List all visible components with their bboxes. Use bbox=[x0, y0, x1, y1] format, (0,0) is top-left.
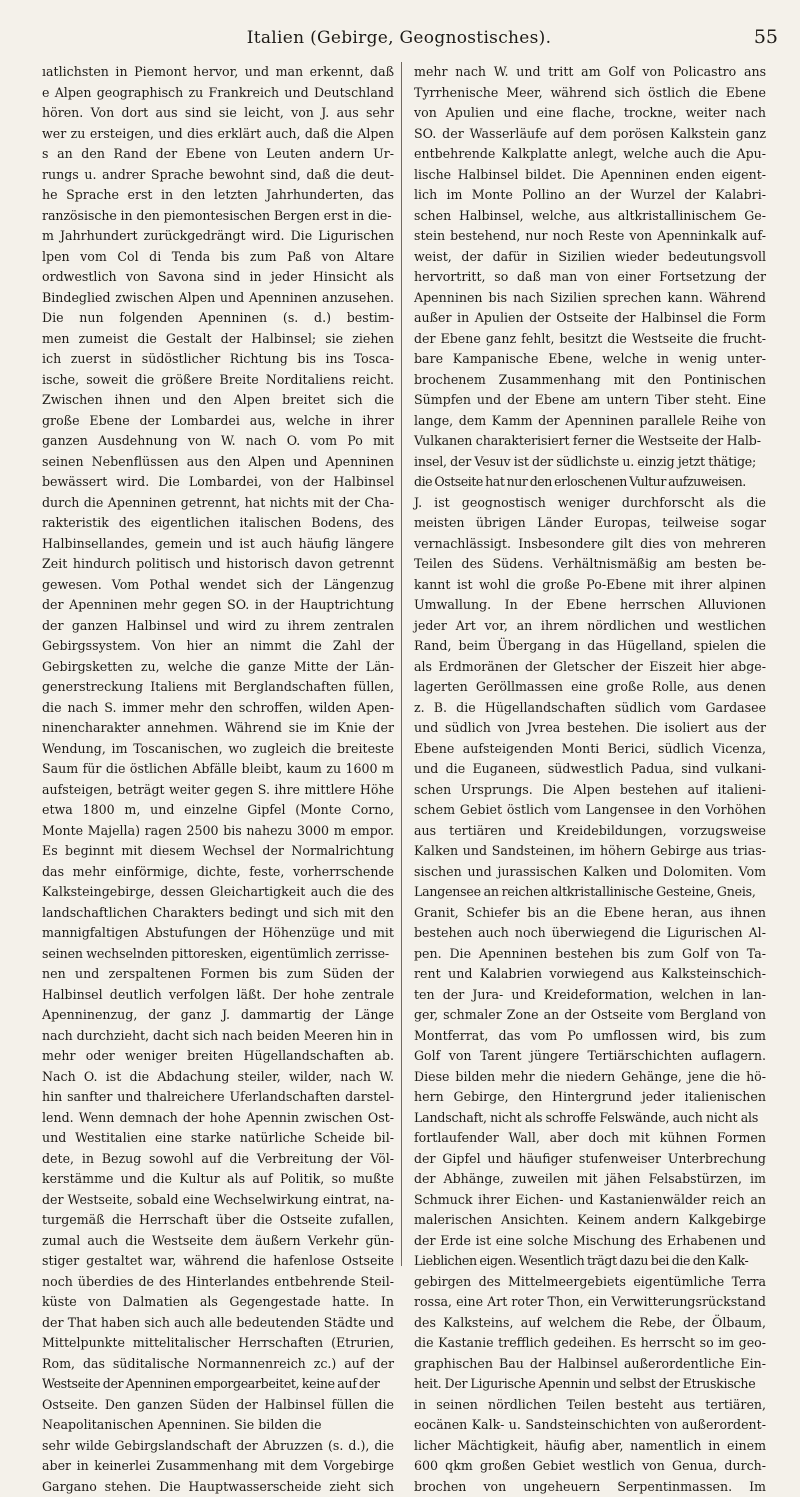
text-line: Zwischen ihnen und den Alpen breitet sich die bbox=[42, 390, 394, 411]
text-line: malerischen Ansichten. Keinem andern Kalkgebirge bbox=[414, 1210, 766, 1231]
text-line: noch überdies de des Hinterlandes entbehrende Steil- bbox=[42, 1272, 394, 1293]
text-line: insel, der Vesuv ist der südlichste u. einzig jetzt thätige; bbox=[414, 452, 766, 473]
text-line: Montferrat, das vom Po umflossen wird, bis zum bbox=[414, 1026, 766, 1047]
text-line: he Sprache erst in den letzten Jahrhunderten, das bbox=[42, 185, 394, 206]
text-line: heit. Der Ligurische Apennin und selbst der Etruskische bbox=[414, 1374, 766, 1395]
text-line: entbehrende Kalkplatte anlegt, welche auch die Apu- bbox=[414, 144, 766, 165]
text-line: aufsteigen, beträgt weiter gegen S. ihre mittlere Höhe bbox=[42, 780, 394, 801]
text-line: der Gipfel und häufiger stufenweiser Unterbrechung bbox=[414, 1149, 766, 1170]
text-line: s an den Rand der Ebene von Leuten andern Ur- bbox=[42, 144, 394, 165]
text-line: Die nun folgenden Apenninen (s. d.) bestim- bbox=[42, 308, 394, 329]
text-line: hin sanfter und thalreichere Uferlandschaften darstel- bbox=[42, 1087, 394, 1108]
text-line: die Kastanie trefflich gedeihen. Es herrscht so im geo- bbox=[414, 1333, 766, 1354]
text-line: in seinen nördlichen Teilen besteht aus tertiären, bbox=[414, 1395, 766, 1416]
text-line: mehr nach W. und tritt am Golf von Policastro ans bbox=[414, 62, 766, 83]
text-line: brochenem Zusammenhang mit den Pontinischen bbox=[414, 370, 766, 391]
text-line: Granit, Schiefer bis an die Ebene heran, aus ihnen bbox=[414, 903, 766, 924]
text-line: Es beginnt mit diesem Wechsel der Normalrichtung bbox=[42, 841, 394, 862]
text-line: Rom, das süditalische Normannenreich zc.) auf der bbox=[42, 1354, 394, 1375]
text-line: graphischen Bau der Halbinsel außerordentliche Ein- bbox=[414, 1354, 766, 1375]
text-line: bewässert wird. Die Lombardei, von der Halbinsel bbox=[42, 472, 394, 493]
text-line: ger, schmaler Zone an der Ostseite vom Bergland von bbox=[414, 1005, 766, 1026]
text-line: und die Euganeen, südwestlich Padua, sind vulkani- bbox=[414, 759, 766, 780]
text-line: pen. Die Apenninen bestehen bis zum Golf von Ta- bbox=[414, 944, 766, 965]
text-line: rent und Kalabrien vorwiegend aus Kalksteinschich- bbox=[414, 964, 766, 985]
text-line: Halbinsellandes, gemein und ist auch häufig längere bbox=[42, 534, 394, 555]
text-line: Nach O. ist die Abdachung steiler, wilder, nach W. bbox=[42, 1067, 394, 1088]
text-line: aber in keinerlei Zusammenhang mit dem Vorgebirge bbox=[42, 1456, 394, 1477]
text-line: Neapolitanischen Apenninen. Sie bilden die bbox=[42, 1415, 394, 1436]
running-title: Italien (Gebirge, Geognostisches). bbox=[20, 28, 778, 48]
text-line: Kalken und Sandsteinen, im höhern Gebirge aus trias- bbox=[414, 841, 766, 862]
text-line: nen und zerspaltenen Formen bis zum Süden der bbox=[42, 964, 394, 985]
text-line: als Erdmoränen der Gletscher der Eiszeit hier abge- bbox=[414, 657, 766, 678]
text-line: gewesen. Vom Pothal wendet sich der Längenzug bbox=[42, 575, 394, 596]
text-line: ranzösische in den piemontesischen Bergen erst in die- bbox=[42, 206, 394, 227]
text-line: lagerten Geröllmassen eine große Rolle, aus denen bbox=[414, 677, 766, 698]
text-line: durch die Apenninen getrennt, hat nichts mit der Cha- bbox=[42, 493, 394, 514]
text-line: brochen von ungeheuern Serpentinmassen. Im bbox=[414, 1477, 766, 1497]
text-line: schem Gebiet östlich vom Langensee in den Vorhöhen bbox=[414, 800, 766, 821]
text-line: aus tertiären und Kreidebildungen, vorzugsweise bbox=[414, 821, 766, 842]
text-line: Vulkanen charakterisiert ferner die Westseite der Halb- bbox=[414, 431, 766, 452]
text-line: Saum für die östlichen Abfälle bleibt, kaum zu 1600 m bbox=[42, 759, 394, 780]
text-line: e Alpen geographisch zu Frankreich und Deutschland bbox=[42, 83, 394, 104]
text-line: J. ist geognostisch weniger durchforscht als die bbox=[414, 493, 766, 514]
text-line: turgemäß die Herrschaft über die Ostseite zufallen, bbox=[42, 1210, 394, 1231]
text-line: der Erde ist eine solche Mischung des Erhabenen und bbox=[414, 1231, 766, 1252]
text-line: sischen und jurassischen Kalken und Dolomiten. Vom bbox=[414, 862, 766, 883]
text-line: 600 qkm großen Gebiet westlich von Genua, durch- bbox=[414, 1456, 766, 1477]
text-line: Diese bilden mehr die niedern Gehänge, jene die hö- bbox=[414, 1067, 766, 1088]
text-line: Ebene aufsteigenden Monti Berici, südlich Vicenza, bbox=[414, 739, 766, 760]
text-line: Langensee an reichen altkristallinische Gesteine, Gneis, bbox=[414, 882, 766, 903]
text-line: mehr oder weniger breiten Hügellandschaften ab. bbox=[42, 1046, 394, 1067]
text-line: stiger gestaltet war, während die hafenlose Ostseite bbox=[42, 1251, 394, 1272]
text-line: Ostseite. Den ganzen Süden der Halbinsel füllen die bbox=[42, 1395, 394, 1416]
text-line: gebirgen des Mittelmeergebiets eigentümliche Terra bbox=[414, 1272, 766, 1293]
text-line: weist, der dafür in Sizilien wieder bedeutungsvoll bbox=[414, 247, 766, 268]
text-line: mannigfaltigen Abstufungen der Höhenzüge und mit bbox=[42, 923, 394, 944]
text-line: der Abhänge, zuweilen mit jähen Felsabstürzen, im bbox=[414, 1169, 766, 1190]
text-line: vernachlässigt. Insbesondere gilt dies von mehreren bbox=[414, 534, 766, 555]
text-line: jeder Art vor, an ihrem nördlichen und westlichen bbox=[414, 616, 766, 637]
text-line: Landschaft, nicht als schroffe Felswände, auch nicht als bbox=[414, 1108, 766, 1129]
text-line: lich im Monte Pollino an der Wurzel der Kalabri- bbox=[414, 185, 766, 206]
page-header bbox=[20, 14, 778, 62]
text-line: der Ebene ganz fehlt, besitzt die Westseite die frucht- bbox=[414, 329, 766, 350]
text-line: lische Halbinsel bildet. Die Apenninen enden eigent- bbox=[414, 165, 766, 186]
text-line: lange, dem Kamm der Apenninen parallele Reihe von bbox=[414, 411, 766, 432]
text-line: und südlich von Jvrea bestehen. Die isoliert aus der bbox=[414, 718, 766, 739]
text-line: ordwestlich von Savona sind in jeder Hinsicht als bbox=[42, 267, 394, 288]
text-line: Monte Majella) ragen 2500 bis nahezu 3000 m empor. bbox=[42, 821, 394, 842]
text-line: die Ostseite hat nur den erloschenen Vultur aufzuweisen. bbox=[414, 472, 766, 493]
text-line: nach durchzieht, dacht sich nach beiden Meeren hin in bbox=[42, 1026, 394, 1047]
right-column bbox=[414, 62, 766, 1266]
text-line: Gargano stehen. Die Hauptwasserscheide zieht sich bbox=[42, 1477, 394, 1497]
text-line: der Westseite, sobald eine Wechselwirkung eintrat, na- bbox=[42, 1190, 394, 1211]
text-line: Lieblichen eigen. Wesentlich trägt dazu bei die den Kalk- bbox=[414, 1251, 766, 1272]
text-line: Umwallung. In der Ebene herrschen Alluvionen bbox=[414, 595, 766, 616]
text-line: generstreckung Italiens mit Berglandschaften füllen, bbox=[42, 677, 394, 698]
text-line: Tyrrhenische Meer, während sich östlich die Ebene bbox=[414, 83, 766, 104]
text-line: ten der Jura- und Kreideformation, welchen in lan- bbox=[414, 985, 766, 1006]
text-line: Golf von Tarent jüngere Tertiärschichten auflagern. bbox=[414, 1046, 766, 1067]
text-line: außer in Apulien der Ostseite der Halbinsel die Form bbox=[414, 308, 766, 329]
text-line: zumal auch die Westseite dem äußern Verkehr gün- bbox=[42, 1231, 394, 1252]
text-line: Gebirgsketten zu, welche die ganze Mitte der Län- bbox=[42, 657, 394, 678]
text-line: schen Ursprungs. Die Alpen bestehen auf italieni- bbox=[414, 780, 766, 801]
text-line: rakteristik des eigentlichen italischen Bodens, des bbox=[42, 513, 394, 534]
text-line: Westseite der Apenninen emporgearbeitet, keine auf der bbox=[42, 1374, 394, 1395]
text-line: landschaftlichen Charakters bedingt und sich mit den bbox=[42, 903, 394, 924]
left-column bbox=[42, 62, 394, 1266]
text-line: Bindeglied zwischen Alpen und Apenninen anzusehen. bbox=[42, 288, 394, 309]
text-line: und Westitalien eine starke natürliche Scheide bil- bbox=[42, 1128, 394, 1149]
text-line: hern Gebirge, den Hintergrund jeder italienischen bbox=[414, 1087, 766, 1108]
text-line: etwa 1800 m, und einzelne Gipfel (Monte Corno, bbox=[42, 800, 394, 821]
text-line: z. B. die Hügellandschaften südlich vom Gardasee bbox=[414, 698, 766, 719]
text-line: meisten übrigen Länder Europas, teilweise sogar bbox=[414, 513, 766, 534]
text-line: Sümpfen und der Ebene am untern Tiber steht. Eine bbox=[414, 390, 766, 411]
text-line: ische, soweit die größere Breite Norditaliens reicht. bbox=[42, 370, 394, 391]
text-line: der That haben sich auch alle bedeutenden Städte und bbox=[42, 1313, 394, 1334]
text-line: fortlaufender Wall, aber doch mit kühnen Formen bbox=[414, 1128, 766, 1149]
text-line: men zumeist die Gestalt der Halbinsel; sie ziehen bbox=[42, 329, 394, 350]
text-line: rungs u. andrer Sprache bewohnt sind, daß die deut- bbox=[42, 165, 394, 186]
text-line: licher Mächtigkeit, häufig aber, namentlich in einem bbox=[414, 1436, 766, 1457]
text-line: m Jahrhundert zurückgedrängt wird. Die Ligurischen bbox=[42, 226, 394, 247]
text-line: das mehr einförmige, dichte, feste, vorherrschende bbox=[42, 862, 394, 883]
text-line: hören. Von dort aus sind sie leicht, von J. aus sehr bbox=[42, 103, 394, 124]
text-line: Zeit hindurch politisch und historisch davon getrennt bbox=[42, 554, 394, 575]
text-line: eocänen Kalk- u. Sandsteinschichten von außerordent- bbox=[414, 1415, 766, 1436]
text-line: wer zu ersteigen, und dies erklärt auch, daß die Alpen bbox=[42, 124, 394, 145]
text-line: Wendung, im Toscanischen, wo zugleich die breiteste bbox=[42, 739, 394, 760]
text-line: rossa, eine Art roter Thon, ein Verwitterungsrückstand bbox=[414, 1292, 766, 1313]
text-line: Gebirgssystem. Von hier an nimmt die Zahl der bbox=[42, 636, 394, 657]
text-line: dete, in Bezug sowohl auf die Verbreitung der Völ- bbox=[42, 1149, 394, 1170]
text-line: kannt ist wohl die große Po-Ebene mit ihrer alpinen bbox=[414, 575, 766, 596]
text-line: stein bestehend, nur noch Reste von Apenninkalk auf- bbox=[414, 226, 766, 247]
column-divider bbox=[401, 62, 402, 1266]
text-line: Halbinsel deutlich verfolgen läßt. Der hohe zentrale bbox=[42, 985, 394, 1006]
text-line: Schmuck ihrer Eichen- und Kastanienwälder reich an bbox=[414, 1190, 766, 1211]
text-line: hervortritt, so daß man von einer Fortsetzung der bbox=[414, 267, 766, 288]
text-line: ganzen Ausdehnung von W. nach O. vom Po mit bbox=[42, 431, 394, 452]
text-line: bestehen auch noch überwiegend die Ligurischen Al- bbox=[414, 923, 766, 944]
text-line: von Apulien und eine flache, trockne, weiter nach bbox=[414, 103, 766, 124]
text-line: ıatlichsten in Piemont hervor, und man erkennt, daß bbox=[42, 62, 394, 83]
text-line: des Kalksteins, auf welchem die Rebe, der Ölbaum, bbox=[414, 1313, 766, 1334]
text-line: seinen Nebenflüssen aus den Alpen und Apenninen bbox=[42, 452, 394, 473]
text-line: seinen wechselnden pittoresken, eigentümlich zerrisse- bbox=[42, 944, 394, 965]
text-line: sehr wilde Gebirgslandschaft der Abruzzen (s. d.), die bbox=[42, 1436, 394, 1457]
text-line: küste von Dalmatien als Gegengestade hatte. In bbox=[42, 1292, 394, 1313]
page-number: 55 bbox=[754, 26, 778, 48]
text-line: schen Halbinsel, welche, aus altkristallinischem Ge- bbox=[414, 206, 766, 227]
text-line: Rand, beim Übergang in das Hügelland, spielen die bbox=[414, 636, 766, 657]
text-line: kerstämme und die Kultur als auf Politik, so mußte bbox=[42, 1169, 394, 1190]
text-line: lend. Wenn demnach der hohe Apennin zwischen Ost- bbox=[42, 1108, 394, 1129]
text-line: die nach S. immer mehr den schroffen, wilden Apen- bbox=[42, 698, 394, 719]
text-line: Mittelpunkte mittelitalischer Herrschaften (Etrurien, bbox=[42, 1333, 394, 1354]
text-line: Kalksteingebirge, dessen Gleichartigkeit auch die des bbox=[42, 882, 394, 903]
text-line: lpen vom Col di Tenda bis zum Paß von Altare bbox=[42, 247, 394, 268]
text-line: bare Kampanische Ebene, welche in wenig unter- bbox=[414, 349, 766, 370]
text-line: Teilen des Südens. Verhältnismäßig am besten be- bbox=[414, 554, 766, 575]
text-line: ich zuerst in südöstlicher Richtung bis ins Tosca- bbox=[42, 349, 394, 370]
text-line: SO. der Wasserläufe auf dem porösen Kalkstein ganz bbox=[414, 124, 766, 145]
text-line: der Apenninen mehr gegen SO. in der Hauptrichtung bbox=[42, 595, 394, 616]
text-line: Apenninen bis nach Sizilien sprechen kann. Während bbox=[414, 288, 766, 309]
text-line: ninencharakter annehmen. Während sie im Knie der bbox=[42, 718, 394, 739]
text-line: der ganzen Halbinsel und wird zu ihrem zentralen bbox=[42, 616, 394, 637]
text-line: große Ebene der Lombardei aus, welche in ihrer bbox=[42, 411, 394, 432]
text-line: Apenninenzug, der ganz J. dammartig der Länge bbox=[42, 1005, 394, 1026]
